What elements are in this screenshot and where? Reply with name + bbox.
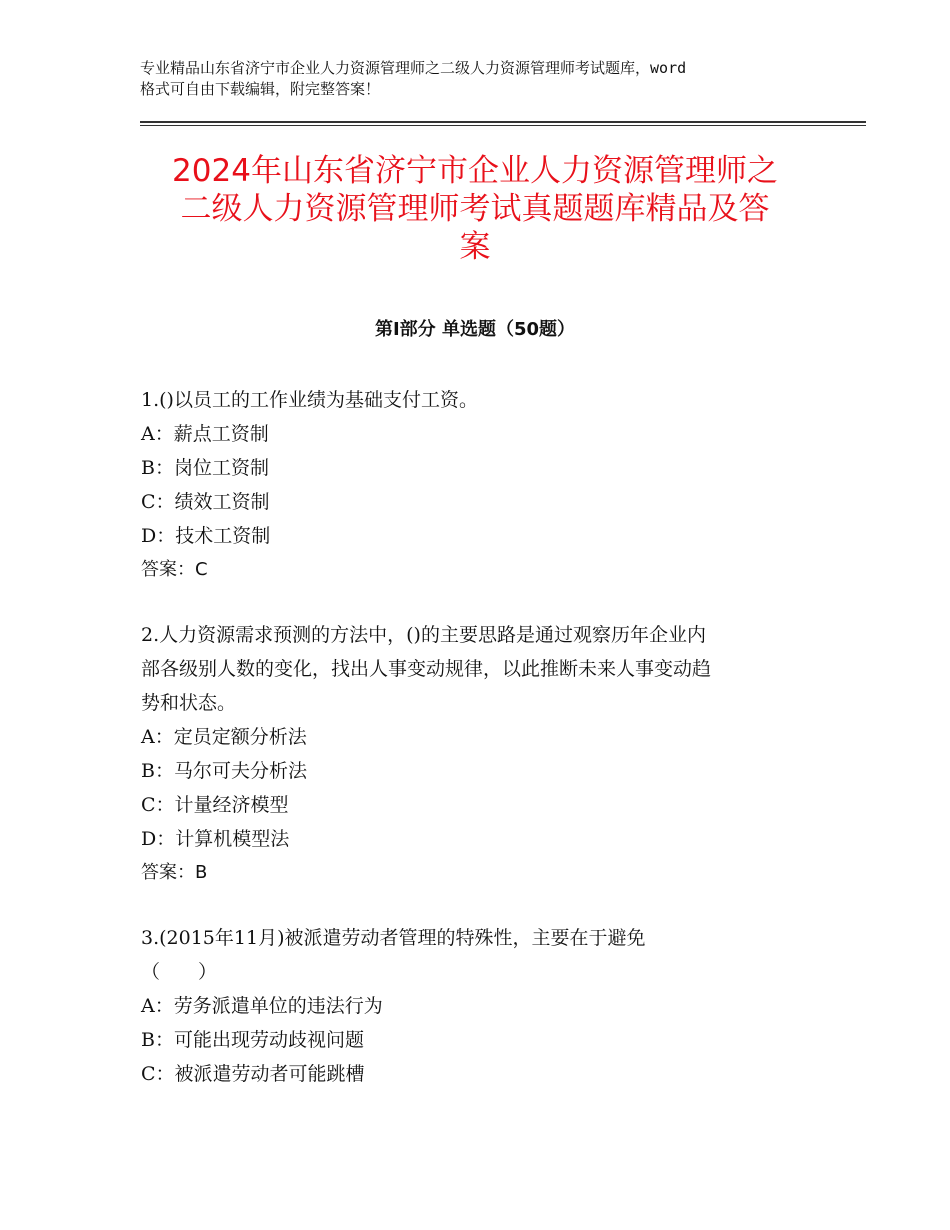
option-a: A：薪点工资制 bbox=[141, 423, 269, 445]
option-b: B：岗位工资制 bbox=[141, 457, 269, 479]
header-note-line: 格式可自由下载编辑，附完整答案！ bbox=[140, 80, 381, 98]
question-stem: 3.(2015年11月)被派遣劳动者管理的特殊性，主要在于避免 bbox=[141, 927, 646, 949]
header-note bbox=[140, 58, 830, 100]
question-1 bbox=[141, 383, 821, 587]
document-title bbox=[100, 152, 850, 266]
question-stem: 势和状态。 bbox=[141, 692, 237, 714]
question-2 bbox=[141, 618, 821, 890]
title-line: 案 bbox=[459, 229, 491, 265]
question-list bbox=[141, 383, 821, 1122]
header-divider bbox=[140, 121, 866, 123]
option-c: C：被派遣劳动者可能跳槽 bbox=[141, 1063, 365, 1085]
title-line: 2024年山东省济宁市企业人力资源管理师之 bbox=[172, 153, 778, 189]
question-3 bbox=[141, 921, 821, 1091]
question-stem: 部各级别人数的变化，找出人事变动规律，以此推断未来人事变动趋 bbox=[141, 658, 712, 680]
option-d: D：技术工资制 bbox=[141, 525, 271, 547]
section-heading: 第Ⅰ部分 单选题（50题） bbox=[374, 319, 575, 340]
option-b: B：可能出现劳动歧视问题 bbox=[141, 1029, 364, 1051]
question-stem: 1.()以员工的工作业绩为基础支付工资。 bbox=[141, 389, 478, 411]
option-a: A：劳务派遣单位的违法行为 bbox=[141, 995, 383, 1017]
question-stem: （ ） bbox=[141, 961, 218, 983]
option-c: C：计量经济模型 bbox=[141, 794, 289, 816]
option-c: C：绩效工资制 bbox=[141, 491, 270, 513]
option-d: D：计算机模型法 bbox=[141, 828, 290, 850]
option-a: A：定员定额分析法 bbox=[141, 726, 307, 748]
header-divider bbox=[140, 125, 866, 126]
title-line: 二级人力资源管理师考试真题题库精品及答 bbox=[180, 191, 770, 227]
option-b: B：马尔可夫分析法 bbox=[141, 760, 307, 782]
answer: 答案：C bbox=[141, 559, 208, 580]
header-note-line: 专业精品山东省济宁市企业人力资源管理师之二级人力资源管理师考试题库，word bbox=[140, 59, 687, 77]
answer: 答案：B bbox=[141, 862, 208, 883]
question-stem: 2.人力资源需求预测的方法中，()的主要思路是通过观察历年企业内 bbox=[141, 624, 706, 646]
